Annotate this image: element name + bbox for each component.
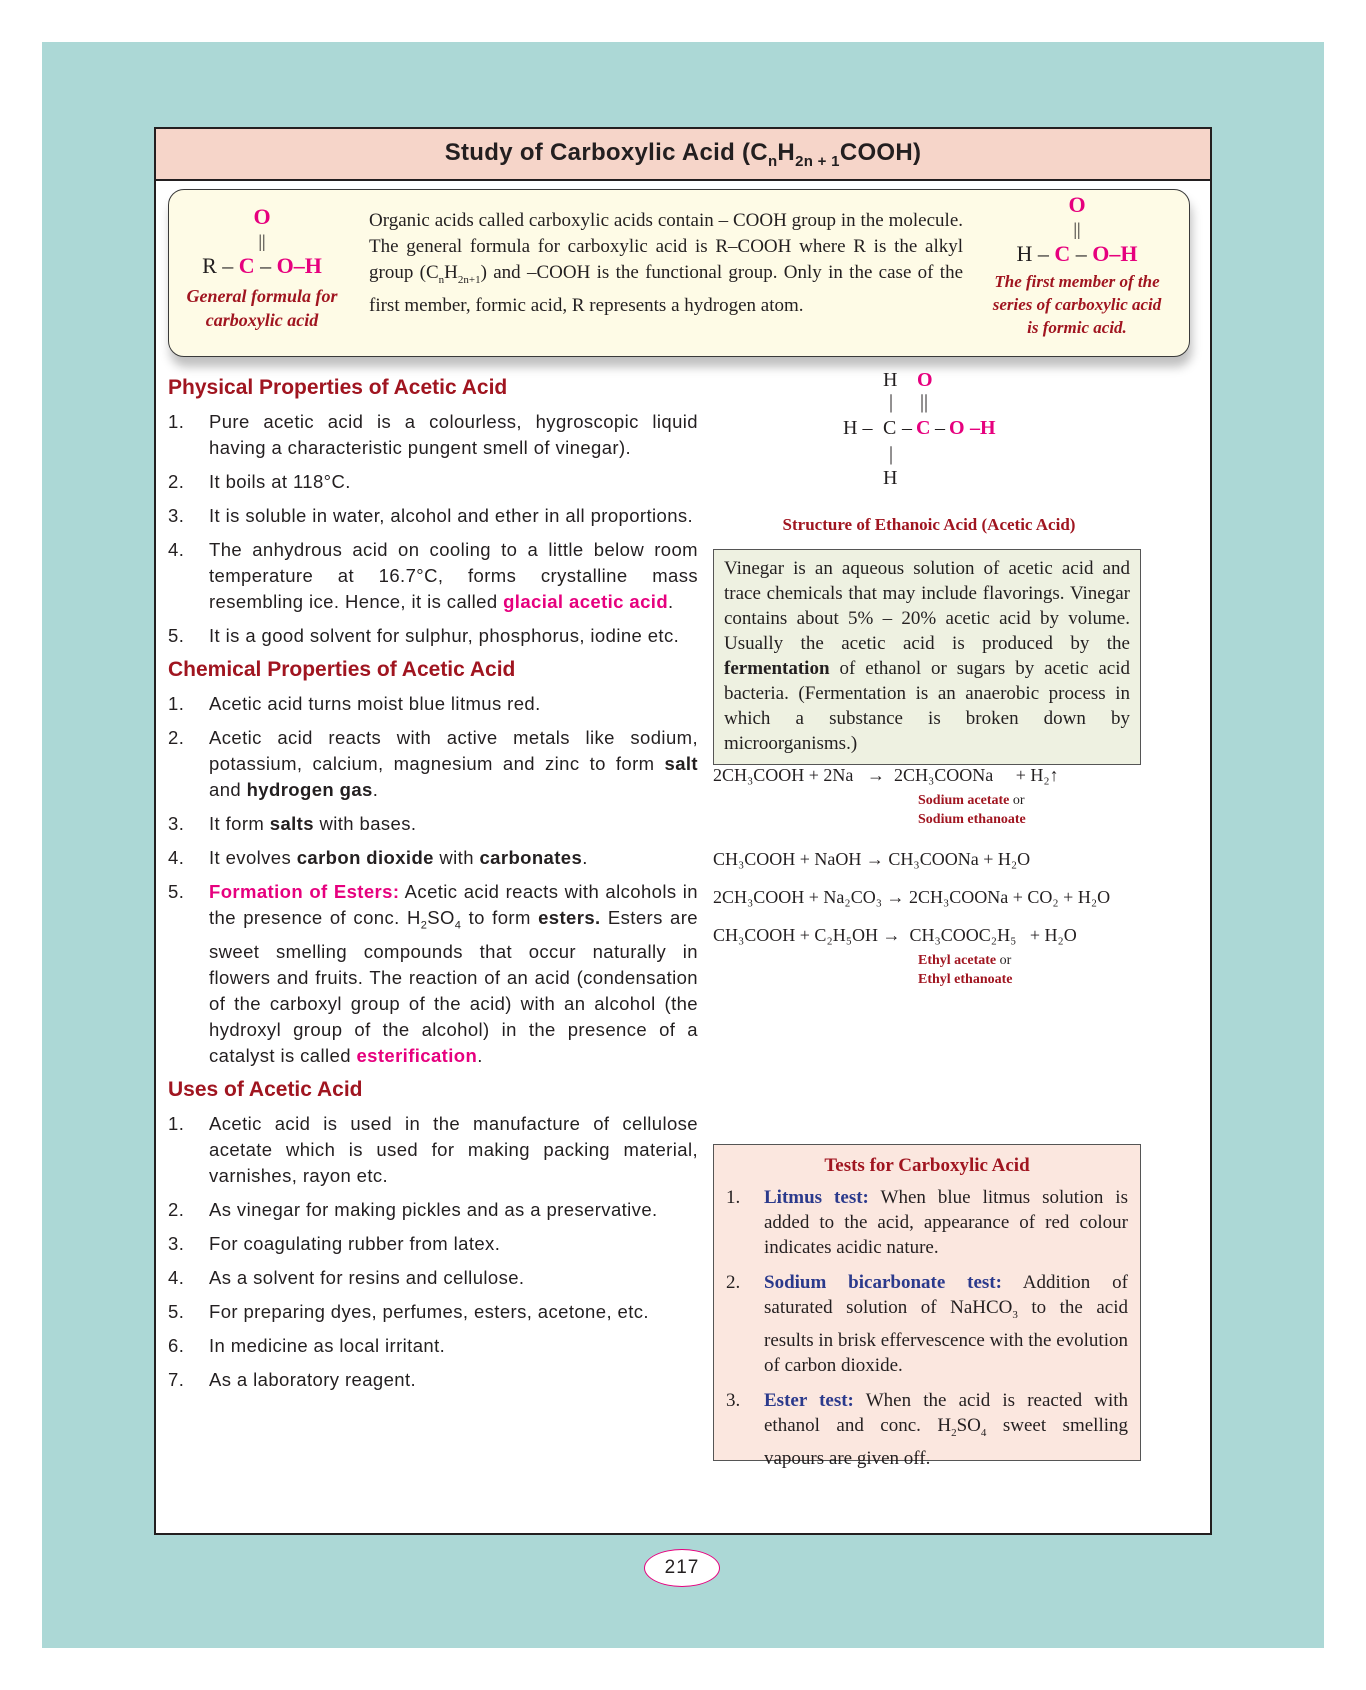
- list-item: 4. The anhydrous acid on cooling to a little below room temperature at 16.7°C, forms crystalline mass resembling ice. Hence, it is called glacial acetic acid.: [168, 539, 698, 612]
- esterification-term: esterification: [356, 1044, 478, 1066]
- formic-acid-caption: The first member of the series of carboxylic acid is formic acid.: [992, 272, 1162, 337]
- list-item: 1. Acetic acid turns moist blue litmus red.: [168, 693, 541, 714]
- title-bar: [156, 129, 1210, 181]
- formic-acid-formula: O || H – C – O–H The first member of the series of carboxylic acid is formic acid.: [977, 192, 1177, 339]
- list-item: 1. Acetic acid is used in the manufacture of cellulose acetate which is used for making packing material, varnishes, rayon etc.: [168, 1112, 698, 1186]
- list-item: 7. As a laboratory reagent.: [168, 1368, 417, 1390]
- right-column: [713, 369, 1145, 765]
- intro-box: [168, 189, 1190, 357]
- structure-caption: Structure of Ethanoic Acid (Acetic Acid): [782, 515, 1076, 534]
- chemical-properties-list: [168, 691, 698, 1069]
- equation-naoh: CH₃COOH + NaOH → CH₃COONa + H₂O: [713, 849, 1031, 869]
- left-column: [168, 375, 698, 1401]
- list-item: 1. Litmus test: When blue litmus solution is added to the acid, appearance of red colour indicates acidic nature.: [726, 1187, 1128, 1258]
- intro-paragraph: Organic acids called carboxylic acids contain – COOH group in the molecule. The general formula for carboxylic acid is R–COOH where R is the alkyl group $(C_nH_{2n+1})$ and –COOH is the functional group. Only in the case of the first member, formic acid, R represents a hydrogen atom.: [369, 210, 964, 316]
- list-item: 3. It is soluble in water, alcohol and ether in all proportions.: [168, 505, 694, 526]
- glacial-acetic-acid-term: glacial acetic acid: [503, 591, 669, 612]
- page-number: 217: [644, 1549, 720, 1587]
- equation-sodium: 2CH₃COOH + 2Na → 2CH₃COONa + H₂↑: [713, 765, 1059, 785]
- physical-properties-list: [168, 409, 698, 649]
- list-item: 3. For coagulating rubber from latex.: [168, 1232, 501, 1254]
- physical-properties-heading: Physical Properties of Acetic Acid: [168, 376, 508, 399]
- list-item: 5. It is a good solvent for sulphur, phosphorus, iodine etc.: [168, 625, 680, 646]
- tests-heading: Tests for Carboxylic Acid: [824, 1155, 1030, 1176]
- list-item: 2. Acetic acid reacts with active metals like sodium, potassium, calcium, magnesium and zinc to form salt and hydrogen gas.: [168, 727, 698, 800]
- list-item: 4. As a solvent for resins and cellulose.: [168, 1266, 525, 1288]
- list-item: 4. It evolves carbon dioxide with carbonates.: [168, 847, 588, 868]
- list-item: 3. It form salts with bases.: [168, 813, 417, 834]
- vinegar-info-box: Vinegar is an aqueous solution of acetic acid and trace chemicals that may include flavorings. Vinegar contains about 5% – 20% acetic acid by volume. Usually the acetic acid is produced by the fermentation of ethanol or sugars by acetic acid bacteria. (Fermentation is an anaerobic process in which a substance is broken down by microorganisms.): [713, 549, 1141, 765]
- list-item: 5. For preparing dyes, perfumes, esters, acetone, etc.: [168, 1300, 649, 1322]
- list-item: 5. Formation of Esters: Acetic acid reacts with alcohols in the presence of conc. $H_2SO_4$ to form esters. Esters are sweet smelling compounds that occur naturally in flowers and fruits. The reaction of an acid (condensation of the carboxyl group of the acid) with an alcohol (the hydroxyl group of the alcohol) in the presence of a catalyst is called esterification.: [168, 881, 698, 1066]
- list-item: 2. Sodium bicarbonate test: Addition of saturated solution of NaHCO$_3$ to the acid results in brisk effervescence with the evolution of carbon dioxide.: [726, 1272, 1129, 1376]
- list-item: 3. Ester test: When the acid is reacted with ethanol and conc. $H_2SO_4$ sweet smelling vapours are given off.: [726, 1389, 1128, 1469]
- list-item: 2. As vinegar for making pickles and as a preservative.: [168, 1198, 658, 1220]
- equation-carbonate: 2CH₃COOH + Na₂CO₃ → 2CH₃COONa + CO₂ + H₂O: [713, 887, 1111, 907]
- formation-of-esters-term: Formation of Esters:: [209, 881, 400, 902]
- page-frame: [154, 127, 1212, 1535]
- tests-box: [713, 1144, 1141, 1469]
- chemical-properties-heading: Chemical Properties of Acetic Acid: [168, 658, 516, 681]
- sodium-acetate-label: Sodium acetate or Sodium ethanoate: [918, 793, 1026, 827]
- acetic-acid-structure: H O | || H – C – C – O –H | H: [843, 369, 996, 489]
- list-item: 6. In medicine as local irritant.: [168, 1334, 446, 1356]
- equation-ester: CH₃COOH + C₂H₅OH → CH₃COOC₂H₅ + H₂O: [713, 925, 1077, 945]
- uses-heading: Uses of Acetic Acid: [168, 1077, 363, 1101]
- tests-list: [726, 1185, 1128, 1471]
- uses-list: [168, 1111, 698, 1393]
- general-formula: O || R – C – O–H General formula for carboxylic acid: [177, 204, 347, 332]
- page-title: Study of Carboxylic Acid $(C_nH_{2n + 1}COOH)$: [444, 138, 922, 170]
- list-item: 2. It boils at 118°C.: [168, 471, 351, 492]
- general-formula-caption: General formula for carboxylic acid: [186, 286, 338, 330]
- ethyl-acetate-label: Ethyl acetate or Ethyl ethanoate: [918, 953, 1013, 987]
- list-item: 1. Pure acetic acid is a colourless, hygroscopic liquid having a characteristic pungent smell of vinegar).: [168, 411, 698, 458]
